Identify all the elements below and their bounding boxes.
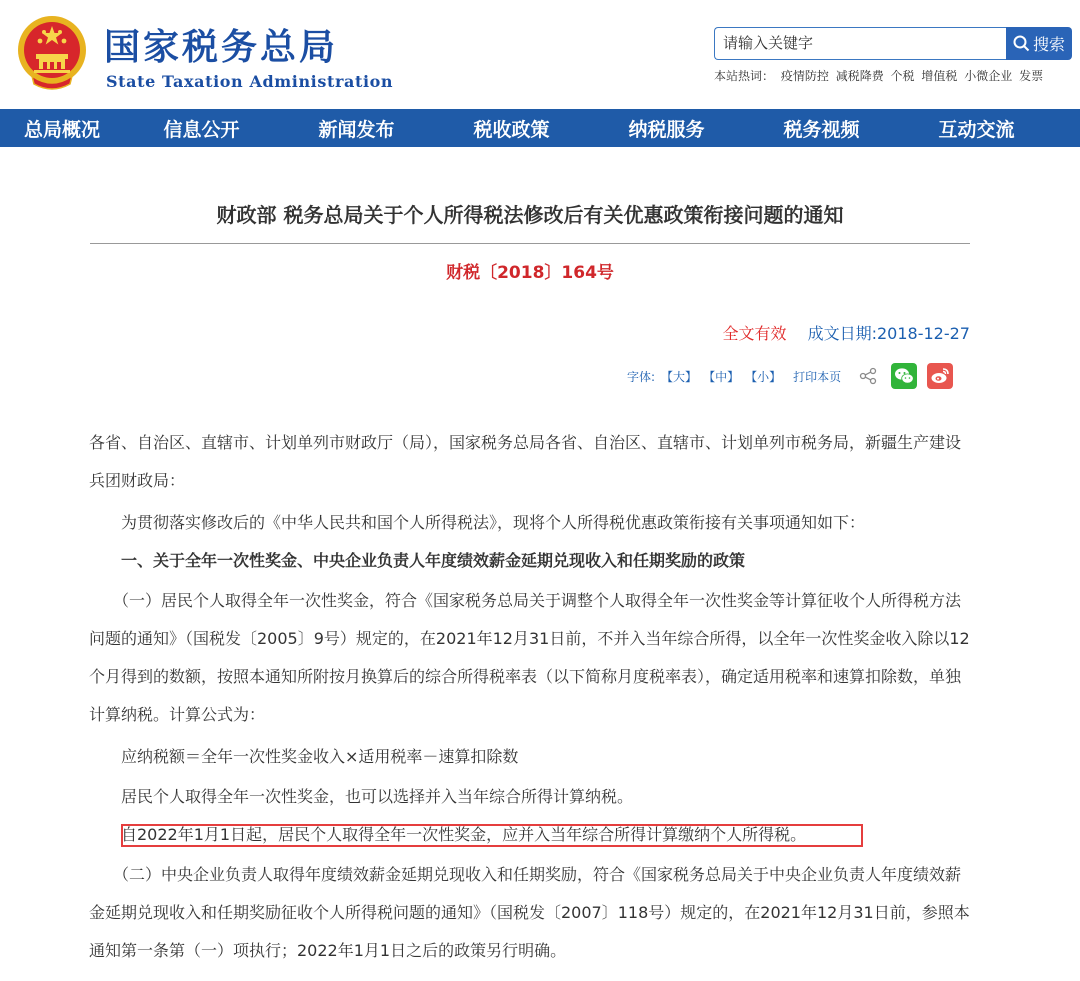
article-tools (627, 360, 953, 392)
site-logo-english[interactable]: State Taxation Administration (106, 72, 394, 91)
search-button[interactable] (1006, 27, 1072, 60)
hotword-link[interactable]: 小微企业 (964, 69, 1013, 83)
font-medium-button[interactable]: 【中】 (703, 369, 740, 384)
document-number: 财税〔2018〕164号 (446, 263, 614, 283)
salutation-paragraph: 各省、自治区、直辖市、计划单列市财政厅（局），国家税务总局各省、自治区、直辖市、计划单列市税务局，新疆生产建设兵团财政局： (89, 433, 962, 490)
nav-item-news[interactable]: 新闻发布 (318, 118, 395, 141)
hotword-link[interactable]: 个税 (890, 69, 915, 83)
weibo-share-icon[interactable] (927, 363, 953, 389)
print-button[interactable]: 打印本页 (793, 369, 842, 384)
section-heading: 一、关于全年一次性奖金、中央企业负责人年度绩效薪金延期兑现收入和任期奖励的政策 (89, 551, 746, 570)
hotwords-bar (714, 67, 1046, 85)
article-title: 财政部 税务总局关于个人所得税法修改后有关优惠政策衔接问题的通知 (216, 203, 844, 227)
article-meta (723, 322, 971, 346)
font-small-button[interactable]: 【小】 (745, 369, 782, 384)
validity-status: 全文有效 (722, 324, 787, 343)
main-nav (0, 109, 1080, 147)
intro-paragraph: 为贯彻落实修改后的《中华人民共和国个人所得税法》，现将个人所得税优惠政策衔接有关事项通知如下： (89, 513, 866, 532)
wechat-share-icon[interactable] (891, 363, 917, 389)
nav-item-tax-policy[interactable]: 税收政策 (473, 118, 550, 141)
hotwords-label: 本站热词： (714, 69, 775, 83)
share-icon[interactable] (859, 367, 877, 385)
hotword-link[interactable]: 增值税 (921, 69, 958, 83)
site-header (0, 0, 1080, 108)
highlight-box (121, 824, 863, 847)
search-icon (1013, 35, 1030, 52)
hotword-link[interactable]: 发票 (1019, 69, 1044, 83)
formula-paragraph: 应纳税额＝全年一次性奖金收入×适用税率－速算扣除数 (89, 747, 519, 766)
search-button-label: 搜索 (1032, 35, 1065, 54)
font-large-button[interactable]: 【大】 (661, 369, 698, 384)
nav-item-info-disclosure[interactable]: 信息公开 (163, 118, 240, 141)
issue-date: 成文日期:2018-12-27 (807, 324, 970, 343)
search-input[interactable]: 请输入关键字 (714, 27, 1008, 60)
font-size-label: 字体: (627, 369, 656, 384)
hotword-link[interactable]: 疫情防控 (780, 69, 829, 83)
nav-item-taxpayer-service[interactable]: 纳税服务 (628, 118, 705, 141)
weibo-icon (930, 367, 950, 385)
body-paragraph: （二）中央企业负责人取得年度绩效薪金延期兑现收入和任期奖励，符合《国家税务总局关于中央企业负责人年度绩效薪金延期兑现收入和任期奖励征收个人所得税问题的通知》（国税发〔2007〕118号）规定的，在2021年12月31日前，参照本通知第一条第（一）项执行；2022年1月1日之后的政策另行明确。 (89, 865, 970, 960)
nav-item-interaction[interactable]: 互动交流 (938, 118, 1015, 141)
body-paragraph: （一）居民个人取得全年一次性奖金，符合《国家税务总局关于调整个人取得全年一次性奖金等计算征收个人所得税方法问题的通知》（国税发〔2005〕9号）规定的，在2021年12月31日前，不并入当年综合所得，以全年一次性奖金收入除以12个月得到的数额，按照本通知所附按月换算后的综合所得税率表（以下简称月度税率表），确定适用税率和速算扣除数，单独计算纳税。计算公式为： (89, 591, 970, 724)
title-divider (90, 243, 970, 244)
nav-item-overview[interactable]: 总局概况 (23, 118, 100, 141)
national-emblem-icon[interactable] (16, 14, 88, 92)
nav-item-tax-video[interactable]: 税务视频 (783, 118, 860, 141)
site-logo-chinese[interactable]: 国家税务总局 (104, 27, 339, 68)
hotword-link[interactable]: 减税降费 (835, 69, 884, 83)
wechat-icon (894, 367, 914, 385)
body-paragraph: 居民个人取得全年一次性奖金，也可以选择并入当年综合所得计算纳税。 (89, 787, 634, 806)
highlighted-paragraph: 自2022年1月1日起，居民个人取得全年一次性奖金，应并入当年综合所得计算缴纳个人所得税。 (89, 825, 807, 844)
